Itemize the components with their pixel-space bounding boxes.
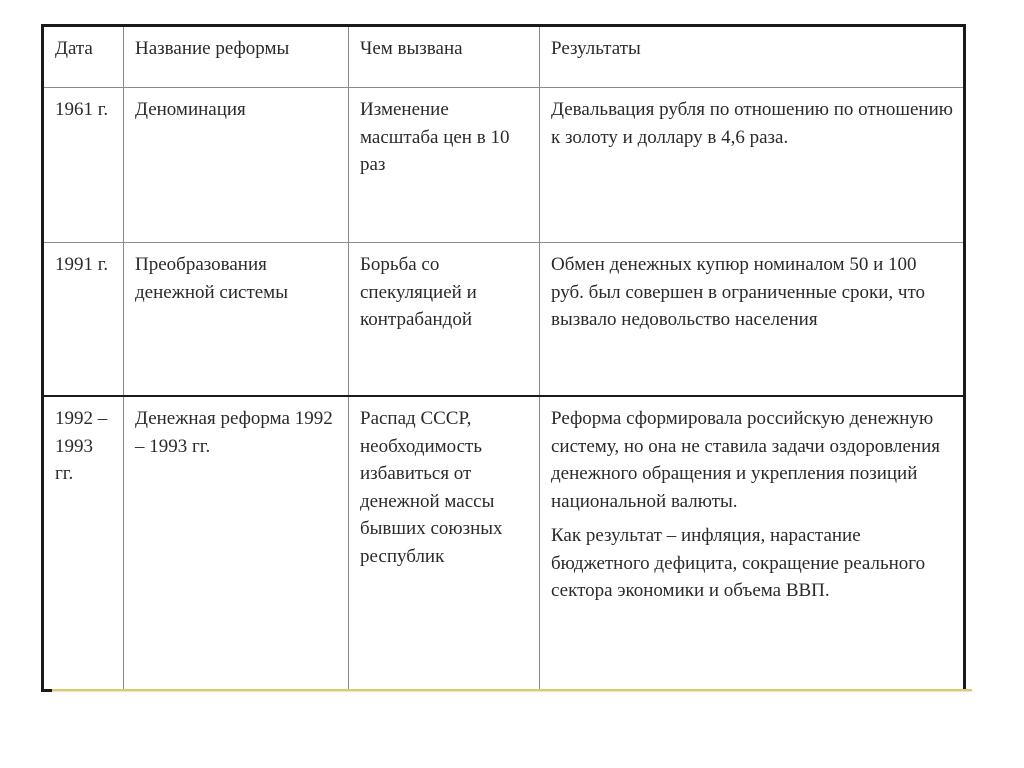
header-date: Дата	[43, 26, 124, 88]
reforms-table	[41, 24, 966, 692]
header-name: Название реформы	[124, 26, 349, 88]
table-row	[43, 243, 965, 397]
table-row	[43, 396, 965, 691]
result-paragraph: Девальвация рубля по отношению по отношению к золоту и доллару в 4,6 раза.	[551, 99, 953, 148]
cell-cause: Изменение масштаба цен в 10 раз	[349, 88, 540, 243]
result-paragraph: Как результат – инфляция, нарастание бюджетного дефицита, сокращение реального сектора экономики и объема ВВП.	[551, 525, 926, 601]
result-paragraph: Обмен денежных купюр номиналом 50 и 100 руб. был совершен в ограниченные сроки, что вызвало недовольство населения	[551, 254, 926, 330]
cell-results	[540, 243, 965, 397]
table-header-row	[43, 26, 965, 88]
result-paragraph: Реформа сформировала российскую денежную систему, но она не ставила задачи оздоровления денежного обращения и укрепления позиций национальной валюты.	[551, 408, 941, 512]
cell-date: 1991 г.	[43, 243, 124, 397]
header-cause: Чем вызвана	[349, 26, 540, 88]
header-results: Результаты	[540, 26, 965, 88]
cell-cause: Распад СССР, необходимость избавиться от денежной массы бывших союзных республик	[349, 396, 540, 691]
cell-cause: Борьба со спекуляцией и контрабандой	[349, 243, 540, 397]
table-row	[43, 88, 965, 243]
cell-name: Денежная реформа 1992 – 1993 гг.	[124, 396, 349, 691]
cell-results	[540, 88, 965, 243]
cell-name: Деноминация	[124, 88, 349, 243]
cell-name: Преобразования денежной системы	[124, 243, 349, 397]
decorative-divider	[52, 689, 972, 692]
cell-results	[540, 396, 965, 691]
cell-date: 1992 – 1993 гг.	[43, 396, 124, 691]
cell-date: 1961 г.	[43, 88, 124, 243]
